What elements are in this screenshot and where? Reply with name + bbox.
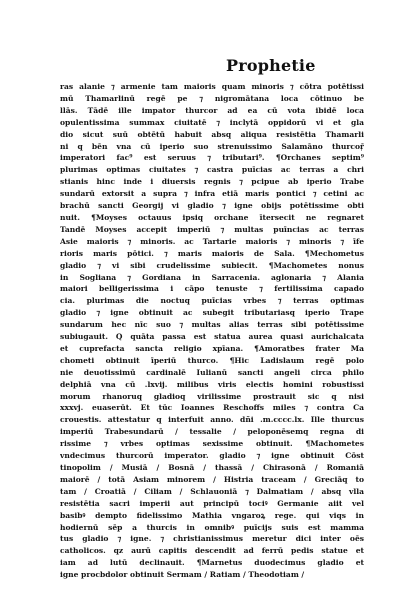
text-line: tus gladio ⁊ igne. ⁊ christianissimus meretur dici inter oēs <box>60 534 364 544</box>
text-line: igne procbdolor obtinuit Sermam / Ratiam / Theodotiam / <box>60 570 305 580</box>
running-head-title: Prophetie <box>226 56 316 75</box>
text-line: ras alanie ⁊ armenie tam maioris quam minoris ⁊ cōtra potētissi <box>60 82 364 91</box>
text-line: et cuprefacta sancta religio xpīana. ¶Amoratbes frater Ma <box>60 343 364 353</box>
text-line: llās. Tādē ille impator thurcor ad ea cū vota ibidē loca <box>60 105 364 115</box>
text-line: nuit. ¶Moyses octauus ipsiq orchane ītersecit ne regnaret <box>60 212 364 222</box>
text-line: subiugauit. Q quāta passa est statua aurea quasi aurichalcata <box>60 332 364 342</box>
text-line: basibꝰ dempto fidelissimo Mathia vngaroꝝ rege. qui viqs in <box>60 510 364 520</box>
text-line: catholicos. qz aurū capitis descendit ad ferrū pedis statue et <box>60 546 364 556</box>
text-line: dio sicut suū obtētū habuit absq aliqua resistētia Thamarli <box>60 129 364 139</box>
text-line: imperiū Trabesundarū / tessalie / peloponēsemq regna di <box>60 427 364 437</box>
text-line: iam ad lutū declinauit. ¶Marnetus duodecimus gladio et <box>60 558 364 568</box>
text-line: in Sogliana ⁊ Gordiana in Sarracenia. aglonaria ⁊ Alania <box>60 272 364 282</box>
text-line: crouestis. attestatur q interfuit anno. dñi .m.cccc.lx. Ille thurcus <box>60 415 364 425</box>
text-line: tinopolim / Musiā / Bosnā / thassā / Chirasonā / Romaniā <box>60 463 364 472</box>
text-line: delphiā vna cū .lxvij. milibus viris electis homini robustissi <box>60 379 364 389</box>
text-line: vndecimus thurcorū imperator. gladio ⁊ igne obtinuit Cōst <box>60 451 364 461</box>
text-line: Asie maioris ⁊ minoris. ac Tartarie maioris ⁊ minoris ⁊ īfe <box>60 236 364 246</box>
text-line: gladio ⁊ vi sibi crudelissime subiecit. ¶Machometes nonus <box>60 260 364 270</box>
text-line: morum rhanoruq gladioq virilissime prostrauit sic q nisi <box>60 391 364 401</box>
text-line: ni q bēn vna cū iperio suo strenuissimo Salamāno thurcoṝ <box>60 141 364 151</box>
text-line: sundarū extorsit a supra ⁊ infra etiā maris pontici ⁊ cetini ac <box>60 189 364 199</box>
text-line: brachū sancti Georgij vi gladio ⁊ igne obijs potētissime obti <box>60 201 364 211</box>
text-line: stianis hinc inde i diuersis regnis ⁊ pcipue ab iperio Trabe <box>60 177 364 187</box>
text-line: hodiernū sēp a thurcis in omnibꝰ puīcijs suis est mamma <box>60 522 364 532</box>
text-line: tam / Croatiā / Ciliam / Schlauoniā ⁊ Dalmatiam / absq vlla <box>60 486 364 496</box>
text-line: nie deuotissimū cardinalē Iulianū sancti angeli circa philo <box>60 367 364 377</box>
main-text-column <box>60 81 364 581</box>
text-line: sundarum hec nīc suo ⁊ multas alias terras sibi potētissime <box>60 320 364 330</box>
text-line: mū Thamarlinū regē pe ⁊ nigromātana loca cōtinuo be <box>60 93 364 103</box>
text-line: imperatori fac⁹ est seruus ⁊ tributari⁹. ¶Orchanes septim⁹ <box>60 153 364 163</box>
text-line: resistētia sacri imperii aut principū tociꝰ Germanie aiit vel <box>60 498 364 508</box>
text-line: rioris maris pōtici. ⁊ maris maioris de Sala. ¶Mechometus <box>60 248 364 258</box>
text-line: maiorē / totā Asiam minorem / Histria traceam / Greciāq to <box>60 474 364 484</box>
text-line: gladio ⁊ igne obtinuit ac subegit tributariasq iperio Trape <box>60 308 364 318</box>
text-line: cia. plurimas die noctuq puīcias vrbes ⁊ terras optimas <box>60 296 364 306</box>
text-line: chometi obtinuit īperiū thurco. ¶Hic Ladislaum regē polo <box>60 355 364 365</box>
text-line: Tandē Moyses accepit imperiū ⁊ multas puīncias ac terras <box>60 224 364 234</box>
text-line: rissime ⁊ vrbes optimas sexissime obtinuit. ¶Machometes <box>60 439 364 449</box>
text-line: opulentissima summax ciuitatē ⁊ inclytā oppidorū vi et gla <box>60 117 364 127</box>
text-line: maiori belligerissima i cāpo tenuste ⁊ fertilissima capado <box>60 284 364 294</box>
text-line: plurimas optimas ciuitates ⁊ castra puīcias ac terras a chri <box>60 165 364 175</box>
text-line: xxxvj. euaserūt. Et tūc Ioannes Reschoffs miles ⁊ contra Ca <box>60 403 364 413</box>
